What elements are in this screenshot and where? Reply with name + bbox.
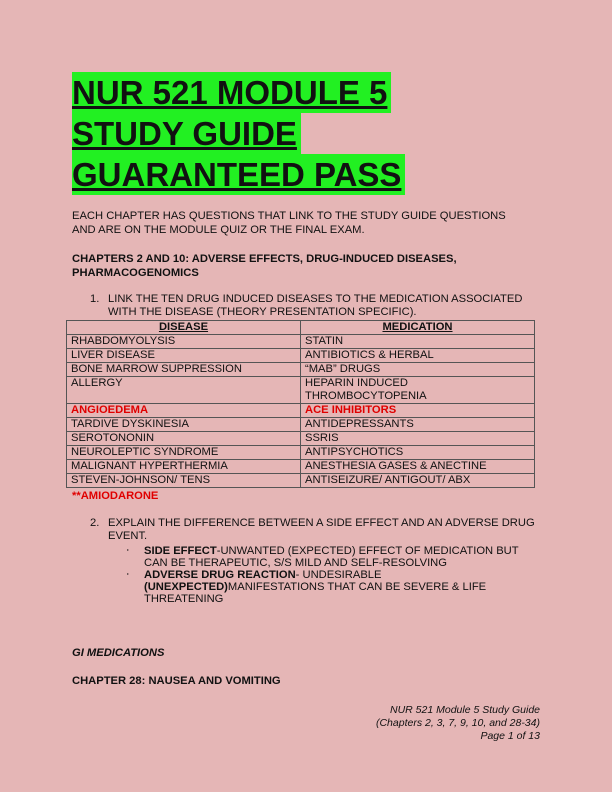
title-line-1: NUR 521 MODULE 5 [72, 72, 391, 113]
bullet-marker: ‧ [126, 569, 130, 581]
table-row [67, 460, 535, 474]
table-row [67, 377, 535, 404]
table-row-highlighted [67, 404, 535, 418]
bullet-definition-cont: MANIFESTATIONS THAT CAN BE SEVERE & LIFE THREATENING [144, 581, 487, 605]
document-title [72, 72, 405, 195]
disease-cell: NEUROLEPTIC SYNDROME [67, 446, 301, 460]
table-row [67, 363, 535, 377]
table-header-row [67, 321, 535, 335]
list-item [126, 545, 526, 569]
footer-page-number: Page 1 of 13 [480, 730, 540, 742]
question-1 [90, 293, 530, 319]
medication-cell: ANTIPSYCHOTICS [301, 446, 535, 460]
disease-cell: RHABDOMYOLYSIS [67, 335, 301, 349]
footer-line-1: NUR 521 Module 5 Study Guide [390, 704, 540, 716]
chapter-28-heading: CHAPTER 28: NAUSEA AND VOMITING [72, 675, 281, 687]
disease-cell: ANGIOEDEMA [67, 404, 301, 418]
medication-cell: ANTIBIOTICS & HERBAL [301, 349, 535, 363]
medication-cell: ANTIDEPRESSANTS [301, 418, 535, 432]
disease-medication-table [66, 320, 535, 488]
disease-cell: LIVER DISEASE [67, 349, 301, 363]
table-row [67, 418, 535, 432]
table-row [67, 349, 535, 363]
list-item [126, 569, 526, 605]
question-2 [90, 517, 540, 543]
table-row [67, 446, 535, 460]
amiodarone-note: **AMIODARONE [72, 490, 159, 502]
bullet-term: SIDE EFFECT [144, 545, 217, 557]
title-line-2: STUDY GUIDE [72, 113, 301, 154]
bullet-term: ADVERSE DRUG REACTION [144, 569, 296, 581]
side-effect-bullets [126, 545, 526, 605]
chapter-heading: CHAPTERS 2 AND 10: ADVERSE EFFECTS, DRUG-INDUCED DISEASES, PHARMACOGENOMICS [72, 253, 457, 279]
medication-cell: “MAB” DRUGS [301, 363, 535, 377]
disease-cell: BONE MARROW SUPPRESSION [67, 363, 301, 377]
table-row [67, 474, 535, 488]
header-medication: MEDICATION [301, 321, 535, 335]
disease-cell: MALIGNANT HYPERTHERMIA [67, 460, 301, 474]
bullet-definition: -UNWANTED (EXPECTED) EFFECT OF MEDICATION BUT CAN BE THERAPEUTIC, S/S MILD AND SELF-RESOLVING [144, 545, 519, 569]
question-1-text: LINK THE TEN DRUG INDUCED DISEASES TO THE MEDICATION ASSOCIATED WITH THE DISEASE (THEORY PRESENTATION SPECIFIC). [108, 293, 523, 318]
medication-cell: HEPARIN INDUCED THROMBOCYTOPENIA [301, 377, 535, 404]
bullet-term-qualifier: (UNEXPECTED) [144, 581, 228, 593]
disease-cell: STEVEN-JOHNSON/ TENS [67, 474, 301, 488]
disease-cell: SEROTONONIN [67, 432, 301, 446]
header-disease: DISEASE [67, 321, 301, 335]
disease-cell: TARDIVE DYSKINESIA [67, 418, 301, 432]
medication-cell: ANESTHESIA GASES & ANECTINE [301, 460, 535, 474]
table-row [67, 432, 535, 446]
question-1-number: 1. [90, 293, 100, 305]
gi-medications-heading: GI MEDICATIONS [72, 647, 165, 659]
bullet-definition: - UNDESIRABLE [295, 569, 382, 581]
table-row [67, 335, 535, 349]
bullet-marker: ‧ [126, 545, 130, 557]
intro-paragraph: EACH CHAPTER HAS QUESTIONS THAT LINK TO THE STUDY GUIDE QUESTIONS AND ARE ON THE MODULE QUIZ OR THE FINAL EXAM. [72, 210, 506, 236]
medication-cell: STATIN [301, 335, 535, 349]
question-2-text: EXPLAIN THE DIFFERENCE BETWEEN A SIDE EFFECT AND AN ADVERSE DRUG EVENT. [108, 517, 535, 542]
medication-cell: SSRIS [301, 432, 535, 446]
title-line-3: GUARANTEED PASS [72, 154, 405, 195]
medication-cell: ACE INHIBITORS [301, 404, 535, 418]
disease-cell: ALLERGY [67, 377, 301, 404]
question-2-number: 2. [90, 517, 100, 529]
footer-line-2: (Chapters 2, 3, 7, 9, 10, and 28-34) [375, 717, 540, 729]
medication-cell: ANTISEIZURE/ ANTIGOUT/ ABX [301, 474, 535, 488]
page-footer [376, 704, 540, 743]
